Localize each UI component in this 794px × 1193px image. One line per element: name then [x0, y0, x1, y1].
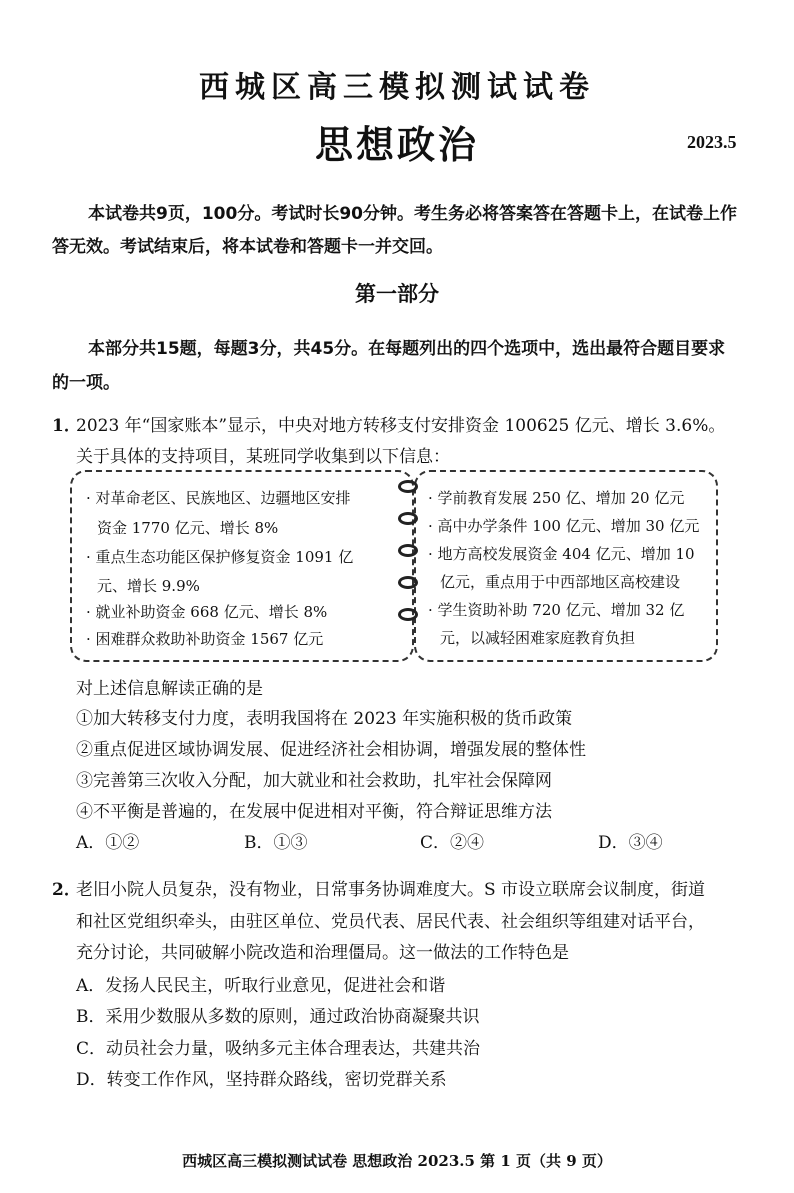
binder-ring-icon	[398, 608, 418, 621]
question-2-stem-line-1: 老旧小院人员复杂，没有物业，日常事务协调难度大。S 市设立联席会议制度，街道	[76, 880, 706, 900]
question-2-number: 2．	[52, 880, 81, 900]
binder-ring-icon	[398, 512, 418, 525]
question-1-option-a[interactable]: A．①②	[76, 833, 140, 853]
question-2-option-d[interactable]: D．转变工作作风，坚持群众路线，密切党群关系	[76, 1070, 447, 1090]
instructions-line-2: 答无效。考试结束后，将本试卷和答题卡一并交回。	[52, 237, 443, 257]
question-1-statement-1: ①加大转移支付力度，表明我国将在 2023 年实施积极的货币政策	[76, 709, 573, 729]
left-card-item-4: · 困难群众救助补助资金 1567 亿元	[86, 630, 324, 648]
question-2-option-b[interactable]: B．采用少数服从多数的原则，通过政治协商凝聚共识	[76, 1007, 480, 1027]
right-card-item-4-line-1: · 学生资助补助 720 亿元、增加 32 亿	[428, 601, 685, 619]
question-1-statement-2: ②重点促进区域协调发展、促进经济社会相协调，增强发展的整体性	[76, 740, 586, 760]
question-1-statement-4: ④不平衡是普遍的，在发展中促进相对平衡，符合辩证思维方法	[76, 802, 552, 822]
right-card-item-3-line-1: · 地方高校发展资金 404 亿元、增加 10	[428, 545, 695, 563]
left-card-item-1-line-1: · 对革命老区、民族地区、边疆地区安排	[86, 489, 351, 507]
binder-ring-icon	[398, 544, 418, 557]
question-1-option-d[interactable]: D．③④	[598, 833, 663, 853]
right-card-item-4-line-2: 元，以减轻困难家庭教育负担	[440, 629, 636, 647]
page-footer: 西城区高三模拟测试试卷 思想政治 2023.5 第 1 页（共 9 页）	[182, 1152, 612, 1170]
part-1-intro-line-2: 的一项。	[52, 373, 120, 393]
right-card-item-2: · 高中办学条件 100 亿元、增加 30 亿元	[428, 517, 700, 535]
question-1-option-c[interactable]: C．②④	[420, 833, 485, 853]
part-1-heading: 第一部分	[355, 282, 439, 306]
question-1-stem-line-2: 关于具体的支持项目，某班同学收集到以下信息：	[76, 447, 450, 467]
instructions-line-1: 本试卷共9页，100分。考试时长90分钟。考生务必将答案答在答题卡上，在试卷上作	[88, 204, 737, 224]
left-card-item-1-line-2: 资金 1770 亿元、增长 8%	[97, 519, 279, 537]
subject-title: 思想政治	[314, 123, 479, 167]
question-2-stem-line-3: 充分讨论，共同破解小院改造和治理僵局。这一做法的工作特色是	[76, 943, 569, 963]
left-card-item-3: · 就业补助资金 668 亿元、增长 8%	[86, 603, 328, 621]
question-2-option-a[interactable]: A．发扬人民民主，听取行业意见，促进社会和谐	[76, 976, 446, 996]
part-1-intro-line-1: 本部分共15题，每题3分，共45分。在每题列出的四个选项中，选出最符合题目要求	[88, 339, 726, 359]
question-1-stem-line-1: 2023 年“国家账本”显示，中央对地方转移支付安排资金 100625 亿元、增长 3.6%。	[76, 416, 726, 436]
question-1-number: 1．	[52, 416, 81, 436]
binder-ring-icon	[398, 480, 418, 493]
question-1-option-b[interactable]: B．①③	[244, 833, 308, 853]
exam-title: 西城区高三模拟测试试卷	[199, 70, 595, 105]
binder-ring-icon	[398, 576, 418, 589]
left-card-item-2-line-1: · 重点生态功能区保护修复资金 1091 亿	[86, 548, 354, 566]
question-2-option-c[interactable]: C．动员社会力量，吸纳多元主体合理表达，共建共治	[76, 1039, 481, 1059]
right-card-item-1: · 学前教育发展 250 亿、增加 20 亿元	[428, 489, 685, 507]
question-1-statement-3: ③完善第三次收入分配，加大就业和社会救助，扎牢社会保障网	[76, 771, 552, 791]
left-card-item-2-line-2: 元、增长 9.9%	[97, 577, 200, 595]
exam-date: 2023.5	[687, 132, 737, 152]
question-2-stem-line-2: 和社区党组织牵头，由驻区单位、党员代表、居民代表、社会组织等组建对话平台，	[76, 912, 705, 932]
right-card-item-3-line-2: 亿元，重点用于中西部地区高校建设	[440, 573, 681, 591]
question-1-prompt: 对上述信息解读正确的是	[76, 679, 263, 699]
